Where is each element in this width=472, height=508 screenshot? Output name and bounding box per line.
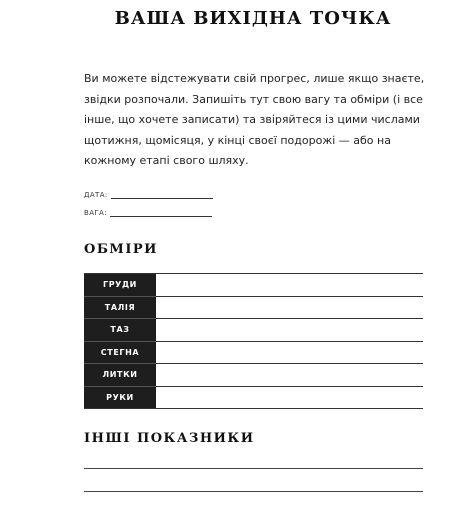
- measurement-label: ЛИТКИ: [84, 364, 156, 387]
- measurement-value-field[interactable]: [156, 297, 423, 319]
- measurements-heading: ОБМІРИ: [84, 242, 158, 257]
- measurements-table: [84, 273, 423, 409]
- other-metrics-heading: ІНШІ ПОКАЗНИКИ: [84, 431, 255, 446]
- measurement-row-chest: [84, 274, 423, 297]
- measurement-value-field[interactable]: [156, 387, 423, 409]
- page-title: ВАША ВИХІДНА ТОЧКА: [114, 8, 392, 29]
- measurement-value-field[interactable]: [156, 364, 423, 386]
- measurement-label: ТАЛІЯ: [84, 297, 156, 320]
- intro-paragraph: Ви можете відстежувати свій прогрес, лише якщо знаєте, звідки розпочали. Запишіть тут свою вагу та обміри (і все інше, що хочете записати) та звіряйтеся із цими числами щотижня, щомісяця, у кінці своєї подорожі — або на кожному етапі свого шляху.: [84, 72, 425, 167]
- measurement-row-hips: [84, 319, 423, 342]
- other-metrics-line[interactable]: [84, 468, 423, 469]
- date-input-line[interactable]: [111, 193, 213, 199]
- date-label: ДАТА:: [84, 191, 108, 199]
- measurement-row-thighs: [84, 342, 423, 365]
- measurement-value-field[interactable]: [156, 342, 423, 364]
- measurement-value-field[interactable]: [156, 319, 423, 341]
- date-field[interactable]: [84, 191, 213, 199]
- measurement-label: СТЕГНА: [84, 342, 156, 365]
- measurement-label: РУКИ: [84, 387, 156, 409]
- weight-input-line[interactable]: [110, 211, 212, 217]
- measurement-row-calves: [84, 364, 423, 387]
- measurement-label: ТАЗ: [84, 319, 156, 342]
- measurement-value-field[interactable]: [156, 274, 423, 296]
- weight-field[interactable]: [84, 209, 212, 217]
- measurement-row-arms: [84, 387, 423, 410]
- other-metrics-line[interactable]: [84, 491, 423, 492]
- measurement-row-waist: [84, 297, 423, 320]
- weight-label: ВАГА:: [84, 209, 108, 217]
- measurement-label: ГРУДИ: [84, 274, 156, 297]
